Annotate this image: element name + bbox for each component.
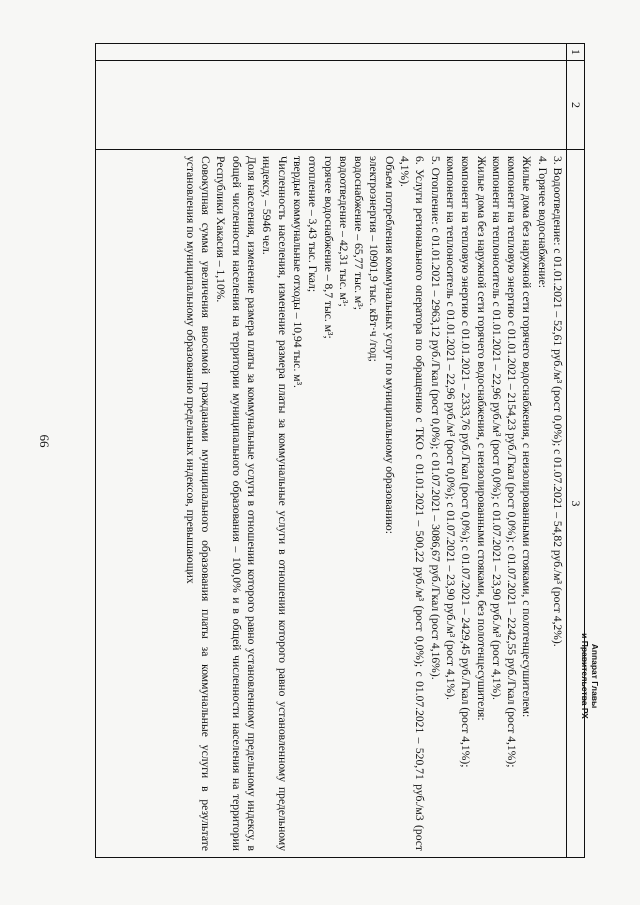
cell-col-1: [96, 44, 567, 61]
text-line: Доля населения, изменение размера платы за коммунальные услуги в отношении которого равно установленному предельному индексу, в общей численности населения на территории муниципального образования – 100,0% и в общей численности населения на территории Республики Хакасия – 1,10%.: [214, 156, 259, 851]
office-stamp: [580, 633, 600, 719]
text-line: водоснабжение – 65,77 тыс. м³;: [352, 156, 366, 310]
text-line: Жилые дома без наружной сети горячего водоснабжения, с неизолированными стояками, с полотенцесушителем:: [520, 156, 534, 718]
table-header-row: [567, 44, 585, 858]
text-line: Совокупная сумма увеличения вносимой гражданами муниципального образования платы за коммунальные услуги в результате установления по муниципальному образованию предельных индексов, превышающих: [183, 156, 213, 851]
stamp-line-1: Аппарат Главы: [590, 643, 600, 709]
tariff-table: [95, 43, 585, 858]
text-line: компонент на теплоноситель с 01.01.2021 – 22,96 руб./м³ (рост 0,0%); с 01.07.2021 – 23,90 руб./м³ (рост 4,1%).: [443, 156, 457, 700]
tariff-table-page: [95, 43, 585, 858]
text-line: Численность населения, изменение размера платы за коммунальные услуги в отношении которого равно установленному предельному индексу, – 5946 чел.: [260, 156, 289, 851]
text-line: горячее водоснабжение – 8,7 тыс. м³;: [321, 156, 335, 339]
text-line: 4. Горячее водоснабжение:: [535, 156, 549, 288]
text-line: электроэнергия – 10901,9 тыс. кВт·ч /год;: [367, 156, 381, 362]
text-line: компонент на теплоноситель с 01.01.2021 – 22,96 руб./м³ (рост 0,0%); с 01.07.2021 – 23,90 руб./м³ (рост 4,1%).: [489, 156, 503, 700]
text-line: 6. Услуги регионального оператора по обращению с ТКО с 01.01.2021 – 500,22 руб./м³ (рост 0,0%); с 01.07.2021 – 520,71 руб./м3 (рост 4,1%).: [398, 156, 427, 851]
page-number: 66: [37, 434, 52, 448]
text-line: твердые коммунальные отходы – 10,94 тыс. м³.: [290, 156, 304, 388]
stamp-line-2: и Правительства РХ: [580, 633, 590, 719]
text-line: 5. Отопление: с 01.01.2021 – 2963,12 руб./Гкал (рост 0,0%); с 01.07.2021 – 3086,67 руб./Гкал (рост 4,16%).: [428, 156, 442, 680]
text-line: Жилые дома без наружной сети горячего водоснабжения, с неизолированными стояками, без полотенцесушителя:: [474, 156, 488, 721]
text-line: компонент на тепловую энергию с 01.01.2021 – 2333,76 руб./Гкал (рост 0,0%); с 01.07.2021 – 2429,45 руб./Гкал (рост 4,1%);: [459, 156, 473, 768]
text-line: 3. Водоотведение: с 01.01.2021 – 52,61 руб./м³ (рост 0,0%); с 01.07.2021 – 54,82 руб./м³ (рост 4,2%).: [551, 156, 564, 647]
cell-col-3: [96, 150, 567, 858]
header-col-1: 1: [567, 44, 585, 61]
text-line: водоотведение – 42,31 тыс. м³;: [336, 156, 350, 307]
header-col-2: 2: [567, 61, 585, 150]
table-body-row: [96, 44, 567, 858]
cell-col-2: [96, 61, 567, 150]
text-line: отопление – 3,43 тыс. Гкал;: [306, 156, 320, 293]
text-line: Объем потребления коммунальных услуг по муниципальному образованию:: [382, 156, 396, 534]
header-col-3: 3: [567, 150, 585, 858]
text-line: компонент на тепловую энергию с 01.01.2021 – 2154,23 руб./Гкал (рост 0,0%); с 01.07.2021 – 2242,55 руб./Гкал (рост 4,1%);: [505, 156, 519, 768]
